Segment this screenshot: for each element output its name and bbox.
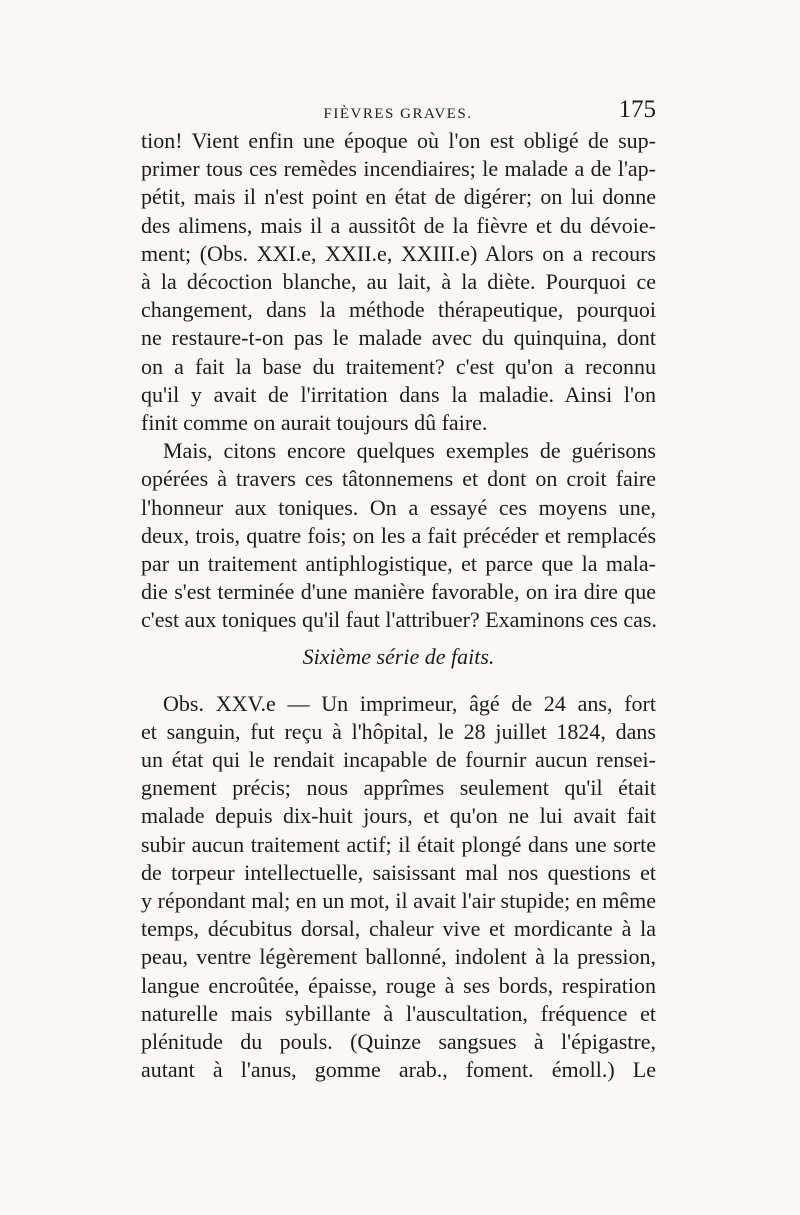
text-line: finit comme on aurait toujours dû faire. [141, 410, 488, 436]
text-line: subir aucun traitement actif; il était plongé dans une sorte [141, 831, 656, 857]
text-line: un état qui le rendait incapable de fournir aucun rensei- [141, 747, 656, 773]
text-line: à la décoction blanche, au lait, à la diète. Pourquoi ce [141, 269, 656, 295]
text-line: plénitude du pouls. (Quinze sangsues à l'épigastre, [141, 1029, 656, 1055]
text-line: Obs. XXV.e — Un imprimeur, âgé de 24 ans, fort [163, 690, 656, 716]
paragraph [141, 437, 656, 634]
text-line: qu'il y avait de l'irritation dans la maladie. Ainsi l'on [141, 381, 656, 407]
text-line: ne restaure-t-on pas le malade avec du quinquina, dont [141, 325, 656, 351]
text-line: langue encroûtée, épaisse, rouge à ses bords, respiration [141, 972, 656, 998]
text-line: de torpeur intellectuelle, saisissant mal nos questions et [141, 859, 656, 885]
text-line: l'honneur aux toniques. On a essayé ces moyens une, [141, 494, 656, 520]
text-line: Mais, citons encore quelques exemples de guérisons [163, 438, 656, 464]
spacer [141, 679, 656, 690]
text-line: autant à l'anus, gomme arab., foment. émoll.) Le [141, 1057, 656, 1083]
text-line: des alimens, mais il a aussitôt de la fièvre et du dévoie- [141, 212, 656, 238]
text-line: y répondant mal; en un mot, il avait l'air stupide; en même [141, 888, 656, 914]
text-line: on a fait la base du traitement? c'est qu'on a reconnu [141, 353, 656, 379]
text-line: die s'est terminée d'une manière favorable, on ira dire que [141, 579, 656, 605]
text-line: malade depuis dix-huit jours, et qu'on ne lui avait fait [141, 803, 656, 829]
text-line: deux, trois, quatre fois; on les a fait précéder et remplacés [141, 522, 656, 548]
observation-paragraph [141, 690, 656, 1085]
text-line: et sanguin, fut reçu à l'hôpital, le 28 juillet 1824, dans [141, 718, 656, 744]
text-line: changement, dans la méthode thérapeutique, pourquoi [141, 297, 656, 323]
paragraph [141, 127, 656, 437]
text-line: naturelle mais sybillante à l'auscultation, fréquence et [141, 1000, 656, 1026]
text-line: ment; (Obs. XXI.e, XXII.e, XXIII.e) Alors on a recours [141, 240, 656, 266]
text-line: gnement précis; nous apprîmes seulement qu'il était [141, 775, 656, 801]
section-title: Sixième série de faits. [302, 643, 495, 669]
text-line: primer tous ces remèdes incendiaires; le malade a de l'ap- [141, 156, 656, 182]
running-title: FIÈVRES GRAVES. [323, 106, 473, 122]
page-number: 175 [618, 96, 656, 123]
text-line: tion! Vient enfin une époque où l'on est obligé de sup- [141, 128, 656, 153]
text-line: c'est aux toniques qu'il faut l'attribuer? Examinons ces cas. [141, 607, 657, 633]
text-line: pétit, mais il n'est point en état de digérer; on lui donne [141, 184, 656, 210]
body-text [141, 127, 656, 1085]
text-line: opérées à travers ces tâtonnemens et dont on croit faire [141, 466, 656, 492]
text-line: temps, décubitus dorsal, chaleur vive et mordicante à la [141, 916, 656, 942]
text-line: par un traitement antiphlogistique, et parce que la mala- [141, 551, 656, 577]
text-line: peau, ventre légèrement ballonné, indolent à la pression, [141, 944, 656, 970]
